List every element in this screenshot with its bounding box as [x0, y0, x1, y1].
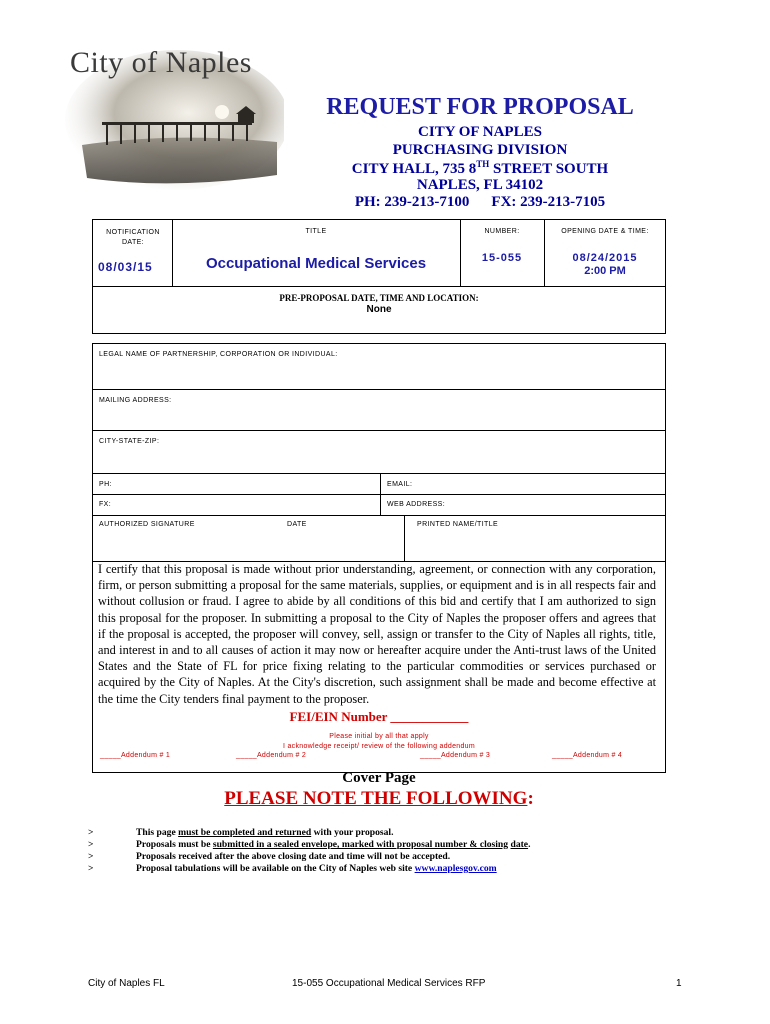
printed-name-label: PRINTED NAME/TITLE — [417, 521, 499, 528]
cover-page-heading: Cover Page — [342, 770, 416, 786]
rfp-title-value: Occupational Medical Services — [205, 255, 427, 272]
opening-date-value: 08/24/2015 — [572, 252, 638, 264]
opening-date-label: OPENING DATE & TIME: — [561, 228, 649, 235]
header-phone-fax: PH: 239-213-7100 FX: 239-213-7105 — [354, 194, 606, 210]
rfp-number-value: 15-055 — [481, 252, 523, 264]
fax-field[interactable] — [92, 495, 380, 516]
header-address: CITY HALL, 735 8TH STREET SOUTH — [351, 159, 609, 177]
notification-date-label: NOTIFICATION DATE: — [106, 229, 160, 246]
phone-label: PH: — [99, 481, 112, 488]
page-number: 1 — [676, 978, 682, 989]
phone-field[interactable] — [92, 474, 380, 495]
addendum-1[interactable]: _____Addendum # 1 — [100, 752, 171, 759]
number-label: NUMBER: — [484, 228, 520, 235]
email-label: EMAIL: — [387, 481, 413, 488]
header-city: CITY OF NAPLES — [418, 124, 542, 140]
city-state-zip-label: CITY-STATE-ZIP: — [99, 438, 160, 445]
mailing-address-label: MAILING ADDRESS: — [99, 397, 172, 404]
please-note-heading: PLEASE NOTE THE FOLLOWING: — [224, 788, 534, 809]
header-division: PURCHASING DIVISION — [392, 142, 568, 158]
bullet-icon: > — [88, 851, 94, 862]
footer-center: 15-055 Occupational Medical Services RFP — [292, 978, 486, 989]
fein-number-field[interactable]: FEI/EIN Number ____________ — [289, 709, 469, 724]
opening-time-value: 2:00 PM — [584, 265, 626, 277]
email-field[interactable] — [381, 474, 666, 495]
addendum-4[interactable]: _____Addendum # 4 — [552, 752, 623, 759]
mailing-address-field[interactable] — [92, 390, 666, 431]
date-label: DATE — [287, 521, 307, 528]
certification-text: I certify that this proposal is made without prior understanding, agreement, or connection with any corporation, firm, or person submitting a proposal for the same materials, supplies, or equipment and is in all respects fair and without collusion or fraud. I agree to abide by all conditions of this bid and certify that I am authorized to sign this proposal for the proposer. In submitting a proposal to the City of Naples the proposer offers and agrees that if the proposal is accepted, the proposer will convey, sell, assign or transfer to the City of Naples all rights, title, and interest in and to all causes of action it may now or hereafter acquire under the Anti-trust laws of the United States and the State of FL for price fixing relating to the particular commodities or services purchased or acquired by the City of Naples. At the City's discretion, such assignment shall be made and become effective at the time the City tenders final payment to the proposer. — [98, 562, 656, 706]
fax-label: FX: — [99, 501, 112, 508]
printed-name-field[interactable] — [405, 530, 665, 561]
bullet-icon: > — [88, 827, 94, 838]
notification-date-value: 08/03/15 — [98, 260, 153, 274]
footer-left: City of Naples FL — [88, 978, 165, 989]
bullet-icon: > — [88, 839, 94, 850]
title-label: TITLE — [305, 228, 327, 235]
website-link[interactable]: www.naplesgov.com — [414, 863, 497, 874]
addendum-initial-note: Please initial by all that apply — [329, 733, 429, 740]
preproposal-label: PRE-PROPOSAL DATE, TIME AND LOCATION: — [279, 293, 479, 303]
page-title: REQUEST FOR PROPOSAL — [326, 94, 634, 120]
addendum-ack-note: I acknowledge receipt/ review of the following addendum — [283, 743, 475, 750]
legal-name-label: LEGAL NAME OF PARTNERSHIP, CORPORATION OR INDIVIDUAL: — [99, 351, 338, 358]
signature-field[interactable] — [93, 530, 403, 561]
bullet-icon: > — [88, 863, 94, 874]
addendum-3[interactable]: _____Addendum # 3 — [420, 752, 491, 759]
header-city-state: NAPLES, FL 34102 — [416, 177, 544, 193]
web-address-label: WEB ADDRESS: — [387, 501, 446, 508]
web-address-field[interactable] — [381, 495, 666, 516]
city-state-zip-field[interactable] — [92, 431, 666, 474]
addendum-2[interactable]: _____Addendum # 2 — [236, 752, 307, 759]
signature-label: AUTHORIZED SIGNATURE — [99, 521, 195, 528]
logo-text: City of Naples — [70, 46, 252, 79]
preproposal-value: None — [366, 304, 392, 315]
divider — [92, 286, 666, 287]
